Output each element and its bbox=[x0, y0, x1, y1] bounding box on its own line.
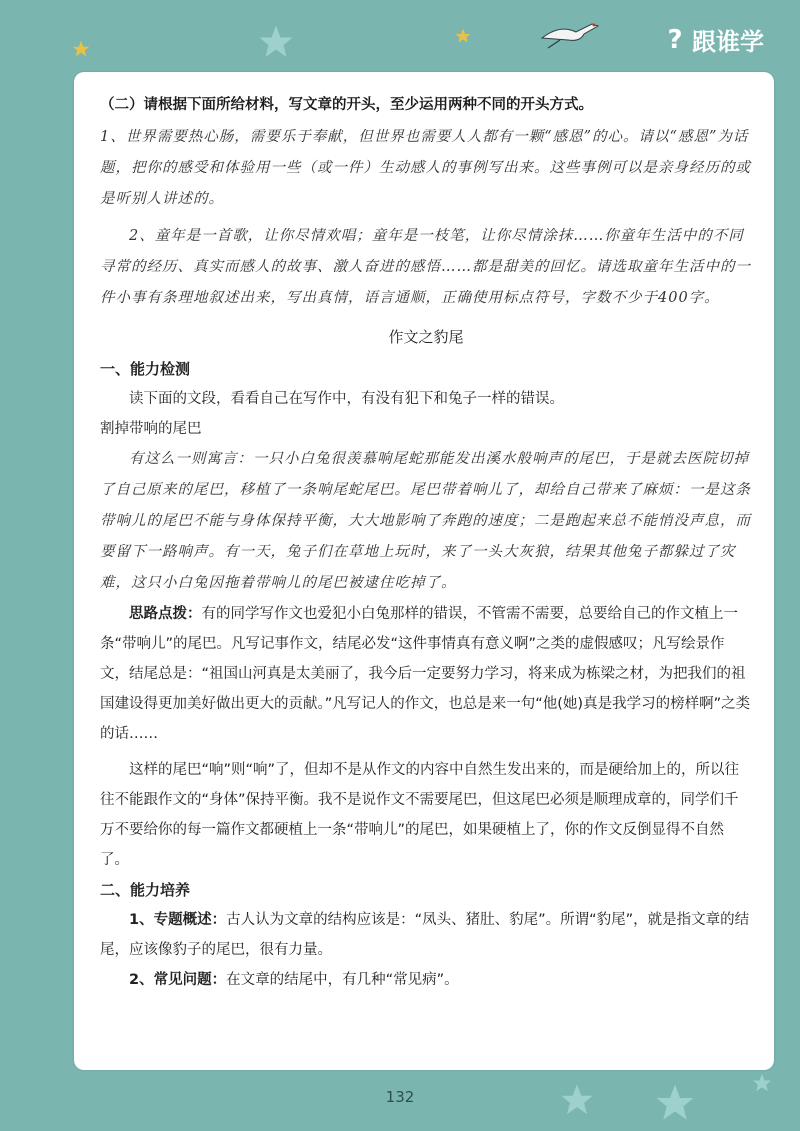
task-item-1: 1、世界需要热心肠，需要乐于奉献，但世界也需要人人都有一颗“感恩”的心。请以“感恩”为话题，把你的感受和体验用一些（或一件）生动感人的事例写出来。这些事例可以是亲身经历的或是听别人讲述的。 bbox=[100, 129, 751, 207]
item-1-text: 古人认为文章的结构应该是：“凤头、猪肚、豹尾”。所谓“豹尾”，就是指文章的结尾，应该像豹子的尾巴，很有力量。 bbox=[100, 912, 750, 958]
section-1-instruction: 读下面的文段，看看自己在写作中，有没有犯下和兔子一样的错误。 bbox=[129, 391, 564, 407]
star-icon bbox=[72, 40, 90, 58]
story-text: 有这么一则寓言：一只小白兔很羡慕响尾蛇那能发出溪水般响声的尾巴，于是就去医院切掉了自己原来的尾巴，移植了一条响尾蛇尾巴。尾巴带着响儿了，却给自己带来了麻烦：一是这条带响儿的尾巴不能与身体保持平衡，大大地影响了奔跑的速度；二是跑起来总不能悄没声息，而要留下一路响声。有一天，兔子们在草地上玩时，来了一头大灰狼，结果其他兔子都躲过了灾难，这只小白兔因拖着带响儿的尾巴被逮住吃掉了。 bbox=[100, 451, 751, 591]
section-1-paragraph-2: 这样的尾巴“响”则“响”了，但却不是从作文的内容中自然生发出来的，而是硬给加上的，所以往往不能跟作文的“身体”保持平衡。我不是说作文不需要尾巴，但这尾巴必须是顺理成章的，同学们千万不要给你的每一篇作文都硬植上一条“带响儿”的尾巴，如果硬植上了，你的作文反倒显得不自然了。 bbox=[100, 762, 740, 868]
tip-label: 思路点拨： bbox=[129, 606, 202, 622]
question-mark-icon: ? bbox=[667, 24, 683, 55]
section-2-item-1 bbox=[100, 905, 752, 965]
tip-paragraph bbox=[100, 599, 752, 749]
page-number: 132 bbox=[385, 1088, 415, 1106]
section-2-heading: 二、能力培养 bbox=[100, 881, 191, 899]
item-2-text: 在文章的结尾中，有几种“常见病”。 bbox=[226, 972, 459, 988]
task-title: （二）请根据下面所给材料，写文章的开头，至少运用两种不同的开头方式。 bbox=[100, 97, 593, 113]
top-banner bbox=[0, 0, 800, 75]
section-2-item-2 bbox=[100, 965, 752, 995]
content-page bbox=[74, 72, 774, 1070]
star-icon bbox=[455, 28, 471, 44]
item-1-label: 1、专题概述： bbox=[129, 912, 227, 928]
logo-text: 跟谁学 bbox=[692, 28, 764, 56]
task-item-2: 2、童年是一首歌，让你尽情欢唱；童年是一枝笔，让你尽情涂抹……你童年生活中的不同寻常的经历、真实而感人的故事、激人奋进的感悟……都是甜美的回忆。请选取童年生活中的一件小事有条理地叙述出来，写出真情，语言通顺，正确使用标点符号，字数不少于400字。 bbox=[100, 228, 751, 306]
content-body bbox=[100, 90, 752, 995]
crane-icon bbox=[540, 18, 600, 52]
tip-text: 有的同学写作文也爱犯小白兔那样的错误，不管需不需要，总要给自己的作文植上一条“带响儿”的尾巴。凡写记事作文，结尾必发“这件事情真有意义啊”之类的虚假感叹；凡写绘景作文，结尾总是：“祖国山河真是太美丽了，我今后一定要努力学习，将来成为栋梁之材，为把我们的祖国建设得更加美好做出更大的贡献。”凡写记人的作文，也总是来一句“他(她)真是我学习的榜样啊”之类的话…… bbox=[100, 606, 751, 742]
brand-logo bbox=[662, 22, 764, 57]
section-1-heading: 一、能力检测 bbox=[100, 360, 191, 378]
article-title: 作文之豹尾 bbox=[388, 328, 464, 346]
item-2-label: 2、常见问题： bbox=[129, 972, 227, 988]
star-icon bbox=[258, 24, 294, 60]
story-title: 割掉带响的尾巴 bbox=[100, 421, 202, 437]
